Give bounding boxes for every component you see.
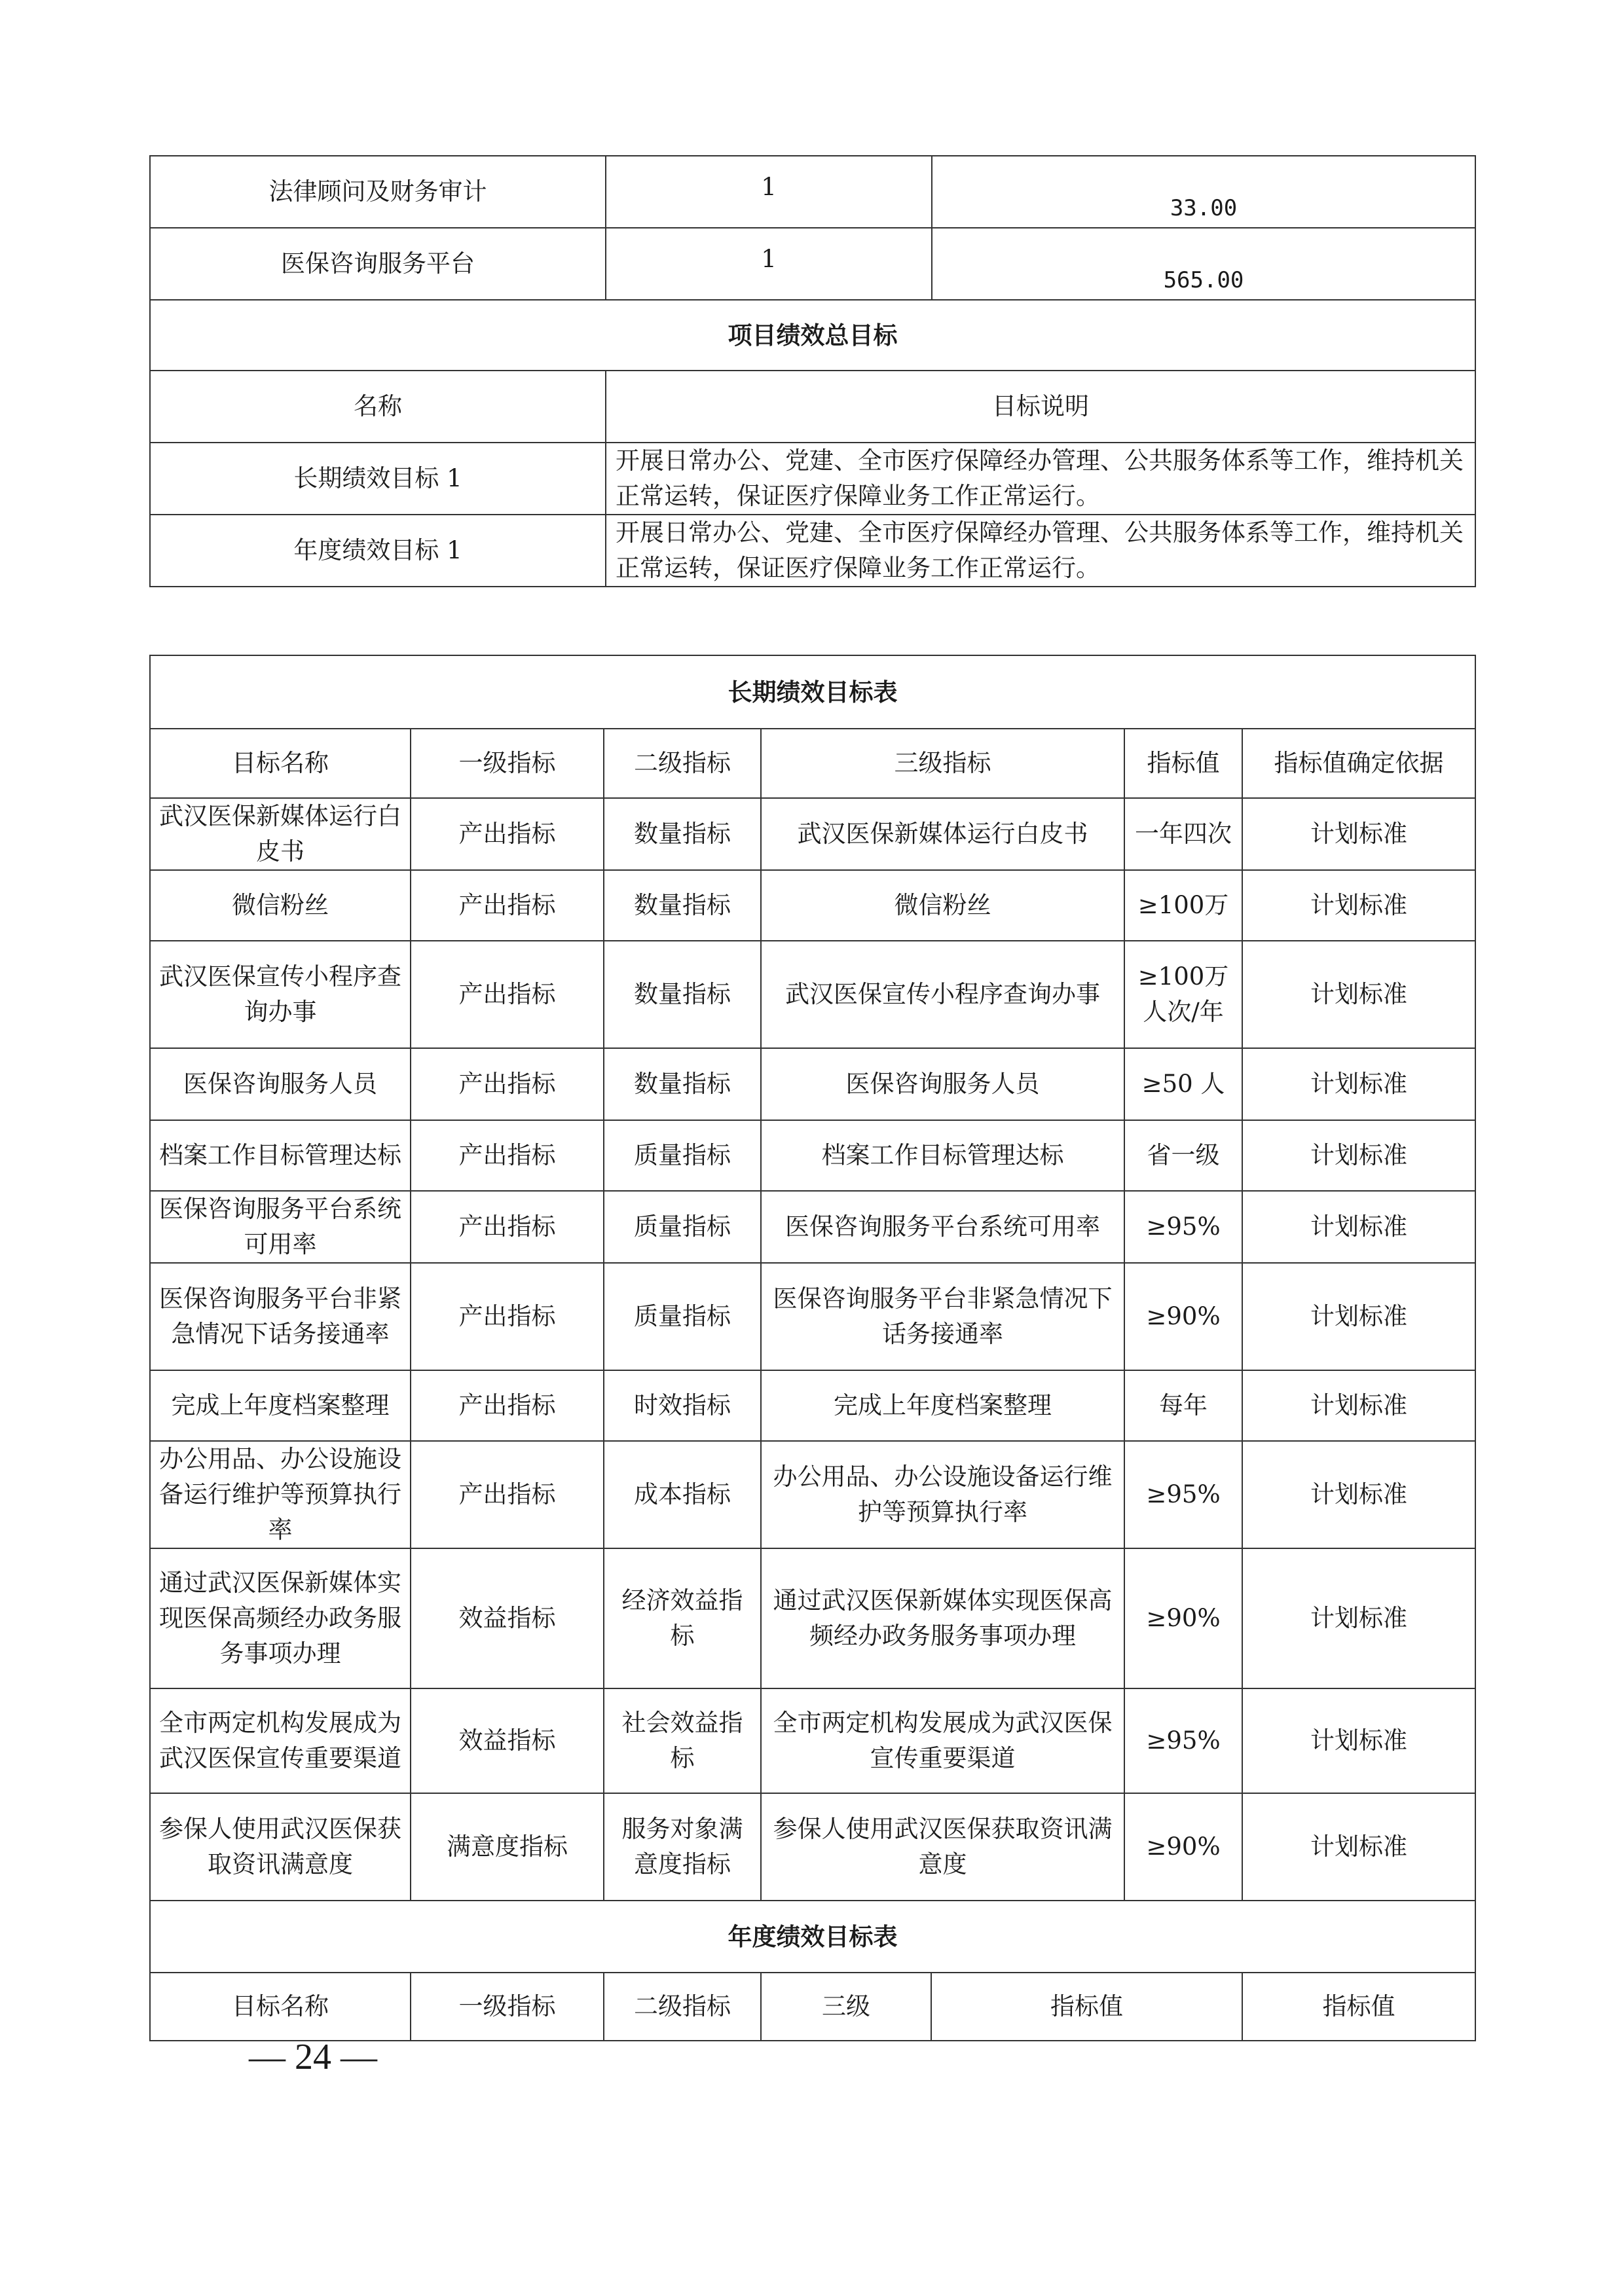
table-row — [150, 1263, 1475, 1370]
indicator-value: ≥95% — [1124, 1191, 1242, 1263]
goal-name: 武汉医保新媒体运行白皮书 — [150, 798, 411, 870]
overall-goal-section — [149, 155, 1475, 587]
indicator-value: ≥100万人次/年 — [1124, 941, 1242, 1048]
goal-name: 通过武汉医保新媒体实现医保高频经办政务服务事项办理 — [150, 1548, 411, 1688]
value-basis: 计划标准 — [1242, 870, 1475, 941]
level3-indicator: 武汉医保新媒体运行白皮书 — [761, 798, 1124, 870]
indicator-value: ≥95% — [1124, 1441, 1242, 1548]
item-name: 法律顾问及财务审计 — [150, 156, 606, 228]
level2-indicator: 质量指标 — [604, 1263, 761, 1370]
value-basis: 计划标准 — [1242, 1370, 1475, 1441]
value-basis: 计划标准 — [1242, 1048, 1475, 1120]
value-basis: 计划标准 — [1242, 1263, 1475, 1370]
goal-name: 长期绩效目标 1 — [150, 443, 606, 515]
level1-indicator: 产出指标 — [411, 1048, 604, 1120]
goal-name: 微信粉丝 — [150, 870, 411, 941]
level2-indicator: 数量指标 — [604, 798, 761, 870]
level3-indicator: 武汉医保宣传小程序查询办事 — [761, 941, 1124, 1048]
header-desc: 目标说明 — [606, 371, 1475, 443]
level2-indicator: 时效指标 — [604, 1370, 761, 1441]
level3-indicator: 完成上年度档案整理 — [761, 1370, 1124, 1441]
item-amount: 565.00 — [932, 228, 1475, 300]
long-term-section — [149, 655, 1475, 2041]
indicator-value: 一年四次 — [1124, 798, 1242, 870]
level1-indicator: 产出指标 — [411, 798, 604, 870]
col-header: 三级 — [761, 1973, 931, 2041]
level2-indicator: 质量指标 — [604, 1120, 761, 1191]
table-row — [150, 798, 1475, 870]
indicator-value: ≥90% — [1124, 1548, 1242, 1688]
goal-name: 档案工作目标管理达标 — [150, 1120, 411, 1191]
long-term-body — [150, 798, 1475, 1901]
table-row — [150, 156, 1475, 228]
goal-name: 参保人使用武汉医保获取资讯满意度 — [150, 1793, 411, 1901]
goal-name: 年度绩效目标 1 — [150, 515, 606, 587]
section-title-row — [150, 1901, 1475, 1973]
level3-indicator: 办公用品、办公设施设备运行维护等预算执行率 — [761, 1441, 1124, 1548]
level1-indicator: 产出指标 — [411, 1370, 604, 1441]
level2-indicator: 质量指标 — [604, 1191, 761, 1263]
header-row — [150, 371, 1475, 443]
goal-name: 完成上年度档案整理 — [150, 1370, 411, 1441]
level2-indicator: 成本指标 — [604, 1441, 761, 1548]
indicator-value: 省一级 — [1124, 1120, 1242, 1191]
level1-indicator: 产出指标 — [411, 1120, 604, 1191]
section-title-row — [150, 655, 1475, 729]
col-header: 指标值确定依据 — [1242, 729, 1475, 798]
table-row — [150, 443, 1475, 515]
col-header: 目标名称 — [150, 1973, 411, 2041]
level1-indicator: 产出指标 — [411, 941, 604, 1048]
value-basis: 计划标准 — [1242, 798, 1475, 870]
indicator-value: ≥90% — [1124, 1263, 1242, 1370]
indicator-value: ≥90% — [1124, 1793, 1242, 1901]
indicator-value: ≥95% — [1124, 1688, 1242, 1793]
col-header: 三级指标 — [761, 729, 1124, 798]
level3-indicator: 全市两定机构发展成为武汉医保宣传重要渠道 — [761, 1688, 1124, 1793]
level2-indicator: 数量指标 — [604, 870, 761, 941]
table-row — [150, 228, 1475, 300]
table-row — [150, 1048, 1475, 1120]
table-row — [150, 1120, 1475, 1191]
level1-indicator: 效益指标 — [411, 1548, 604, 1688]
item-count: 1 — [606, 228, 932, 300]
overall-goal-title: 项目绩效总目标 — [150, 300, 1475, 371]
indicator-value: ≥100万 — [1124, 870, 1242, 941]
level1-indicator: 产出指标 — [411, 1263, 604, 1370]
level3-indicator: 档案工作目标管理达标 — [761, 1120, 1124, 1191]
level1-indicator: 效益指标 — [411, 1688, 604, 1793]
value-basis: 计划标准 — [1242, 1120, 1475, 1191]
header-row — [150, 729, 1475, 798]
level3-indicator: 通过武汉医保新媒体实现医保高频经办政务服务事项办理 — [761, 1548, 1124, 1688]
table-row — [150, 1688, 1475, 1793]
table-row — [150, 1191, 1475, 1263]
indicator-value: 每年 — [1124, 1370, 1242, 1441]
value-basis: 计划标准 — [1242, 1793, 1475, 1901]
goal-name: 武汉医保宣传小程序查询办事 — [150, 941, 411, 1048]
level3-indicator: 医保咨询服务人员 — [761, 1048, 1124, 1120]
value-basis: 计划标准 — [1242, 1191, 1475, 1263]
col-header: 目标名称 — [150, 729, 411, 798]
level3-indicator: 医保咨询服务平台非紧急情况下话务接通率 — [761, 1263, 1124, 1370]
col-header: 指标值 — [931, 1973, 1242, 2041]
table-row — [150, 1441, 1475, 1548]
level2-indicator: 服务对象满意度指标 — [604, 1793, 761, 1901]
col-header: 指标值 — [1124, 729, 1242, 798]
table-row — [150, 1548, 1475, 1688]
page-number: — 24 — — [249, 2037, 377, 2077]
col-header: 二级指标 — [604, 1973, 761, 2041]
value-basis: 计划标准 — [1242, 941, 1475, 1048]
table-row — [150, 515, 1475, 587]
item-name: 医保咨询服务平台 — [150, 228, 606, 300]
col-header: 一级指标 — [411, 729, 604, 798]
level3-indicator: 微信粉丝 — [761, 870, 1124, 941]
table-row — [150, 1793, 1475, 1901]
goal-name: 医保咨询服务人员 — [150, 1048, 411, 1120]
goal-desc: 开展日常办公、党建、全市医疗保障经办管理、公共服务体系等工作，维持机关正常运转，保证医疗保障业务工作正常运行。 — [606, 515, 1475, 587]
item-count: 1 — [606, 156, 932, 228]
level3-indicator: 医保咨询服务平台系统可用率 — [761, 1191, 1124, 1263]
goal-name: 医保咨询服务平台非紧急情况下话务接通率 — [150, 1263, 411, 1370]
col-header: 二级指标 — [604, 729, 761, 798]
value-basis: 计划标准 — [1242, 1441, 1475, 1548]
value-basis: 计划标准 — [1242, 1548, 1475, 1688]
table-row — [150, 941, 1475, 1048]
col-header: 一级指标 — [411, 1973, 604, 2041]
level2-indicator: 数量指标 — [604, 1048, 761, 1120]
value-basis: 计划标准 — [1242, 1688, 1475, 1793]
goal-name: 医保咨询服务平台系统可用率 — [150, 1191, 411, 1263]
indicator-value: ≥50 人 — [1124, 1048, 1242, 1120]
table-row — [150, 870, 1475, 941]
level1-indicator: 满意度指标 — [411, 1793, 604, 1901]
goal-desc: 开展日常办公、党建、全市医疗保障经办管理、公共服务体系等工作，维持机关正常运转，保证医疗保障业务工作正常运行。 — [606, 443, 1475, 515]
overall-goal-table — [149, 155, 1476, 587]
level2-indicator: 社会效益指标 — [604, 1688, 761, 1793]
long-term-table — [149, 655, 1476, 2041]
item-amount: 33.00 — [932, 156, 1475, 228]
level2-indicator: 数量指标 — [604, 941, 761, 1048]
section-title-row — [150, 300, 1475, 371]
level1-indicator: 产出指标 — [411, 870, 604, 941]
level1-indicator: 产出指标 — [411, 1441, 604, 1548]
header-row — [150, 1973, 1475, 2041]
header-name: 名称 — [150, 371, 606, 443]
level2-indicator: 经济效益指标 — [604, 1548, 761, 1688]
table-row — [150, 1370, 1475, 1441]
goal-name: 全市两定机构发展成为武汉医保宣传重要渠道 — [150, 1688, 411, 1793]
long-term-title: 长期绩效目标表 — [150, 655, 1475, 729]
level3-indicator: 参保人使用武汉医保获取资讯满意度 — [761, 1793, 1124, 1901]
col-header: 指标值 — [1242, 1973, 1475, 2041]
level1-indicator: 产出指标 — [411, 1191, 604, 1263]
annual-title: 年度绩效目标表 — [150, 1901, 1475, 1973]
goal-name: 办公用品、办公设施设备运行维护等预算执行率 — [150, 1441, 411, 1548]
